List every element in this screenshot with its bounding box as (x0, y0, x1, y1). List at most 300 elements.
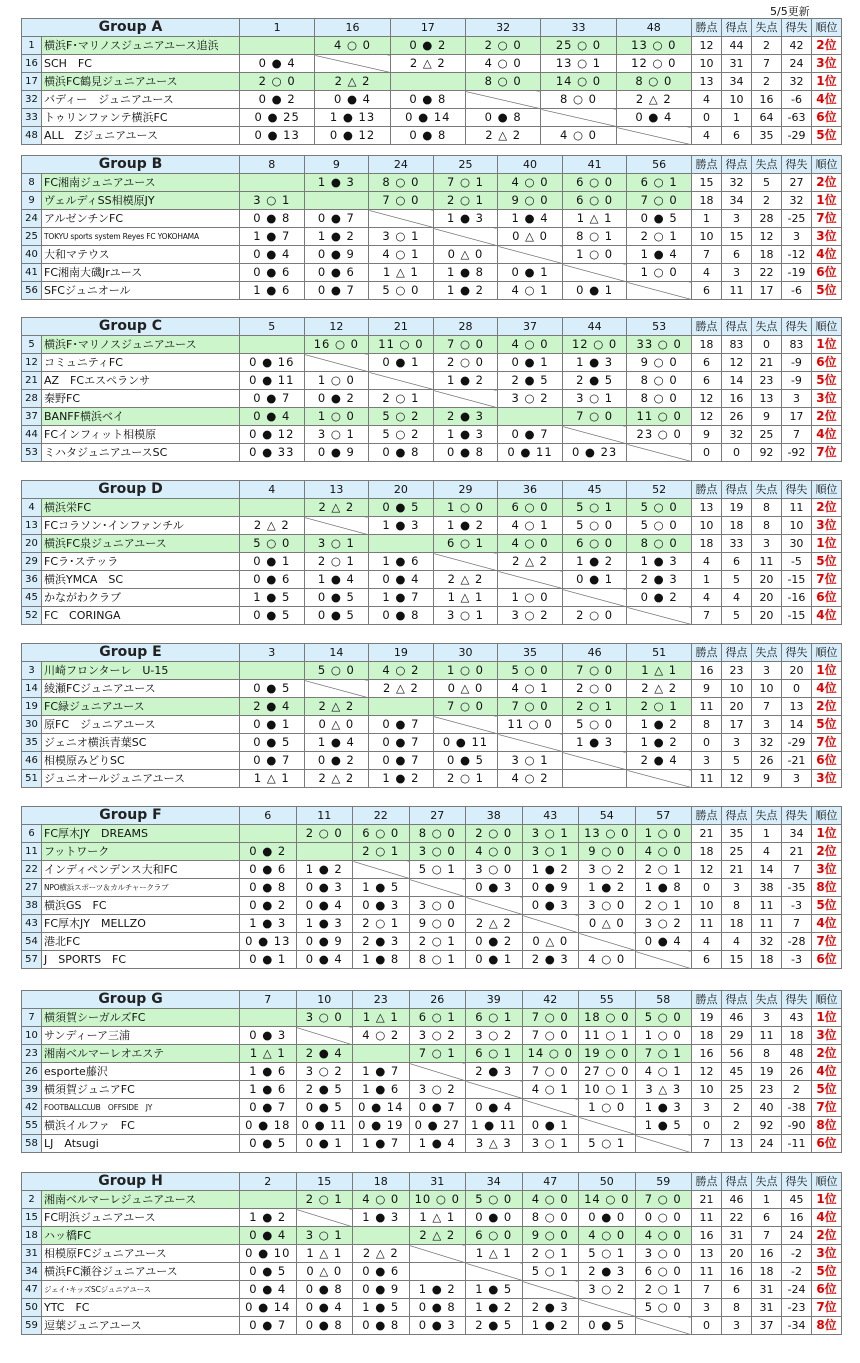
match-result: 2 ○ 1 (627, 698, 692, 716)
team-name: 川崎フロンターレ U-15 (42, 662, 240, 680)
column-header: 勝点 (692, 991, 722, 1009)
match-result: 0 ● 5 (304, 607, 369, 625)
goals-for: 5 (721, 752, 751, 770)
column-header: 得失 (781, 318, 811, 336)
goal-diff: 2 (782, 1081, 812, 1099)
self-match-cell (635, 951, 692, 969)
match-result: 3 ○ 1 (369, 228, 434, 246)
match-result: 0 ● 1 (240, 716, 305, 734)
team-number: 2 (22, 1191, 42, 1209)
rank: 2位 (812, 1227, 842, 1245)
match-result: 3 ○ 0 (409, 843, 466, 861)
match-result: 0 ● 4 (635, 933, 692, 951)
goals-against: 92 (752, 1117, 782, 1135)
goal-diff: -63 (781, 109, 811, 127)
points: 0 (691, 444, 721, 462)
match-result: 7 ○ 0 (522, 1063, 579, 1081)
match-result: 2 △ 2 (240, 517, 305, 535)
points: 3 (692, 1099, 722, 1117)
group-title: Group B (22, 156, 240, 174)
match-result: 5 ○ 0 (498, 662, 563, 680)
team-row (22, 246, 842, 264)
goals-against: 3 (751, 716, 781, 734)
goal-diff: -92 (781, 444, 811, 462)
match-result: 4 ○ 0 (522, 1191, 579, 1209)
match-result: 0 ● 7 (304, 282, 369, 300)
match-result: 4 ○ 1 (498, 680, 563, 698)
match-result: 0 ● 7 (240, 752, 305, 770)
goals-for: 18 (722, 915, 752, 933)
match-result: 23 ○ 0 (627, 426, 692, 444)
rank: 3位 (811, 770, 841, 788)
match-result: 1 ○ 0 (304, 372, 369, 390)
match-result: 0 ● 1 (240, 553, 305, 571)
points: 4 (691, 553, 721, 571)
match-result: 0 ● 5 (240, 607, 305, 625)
match-result: 5 ○ 1 (562, 499, 627, 517)
match-result: 0 ● 5 (296, 1099, 353, 1117)
column-header: 失点 (751, 19, 781, 37)
column-team-number: 46 (562, 644, 627, 662)
points: 10 (692, 897, 722, 915)
match-result: 8 ○ 0 (369, 174, 434, 192)
match-result: 3 ○ 1 (522, 825, 579, 843)
goals-for: 21 (722, 861, 752, 879)
team-name: FCコラソン･インファンチル (42, 517, 240, 535)
team-row (22, 825, 842, 843)
team-name: J SPORTS FC (42, 951, 240, 969)
team-number: 19 (22, 698, 42, 716)
match-result: 0 ● 1 (562, 571, 627, 589)
team-number: 34 (22, 1263, 42, 1281)
goal-diff: 3 (781, 390, 811, 408)
match-result: 1 ● 2 (433, 282, 498, 300)
goals-for: 35 (722, 825, 752, 843)
goals-for: 6 (721, 127, 751, 145)
goals-against: 9 (751, 408, 781, 426)
points: 8 (691, 716, 721, 734)
points: 0 (691, 734, 721, 752)
team-row (22, 680, 842, 698)
team-name: 綾瀬FCジュニアユース (42, 680, 240, 698)
goals-for: 31 (721, 55, 751, 73)
goals-for: 6 (722, 1281, 752, 1299)
rank: 3位 (811, 517, 841, 535)
goals-for: 16 (721, 390, 751, 408)
self-match-cell (409, 1063, 466, 1081)
match-result: 0 ● 6 (353, 1263, 410, 1281)
points: 16 (692, 1227, 722, 1245)
goals-against: 64 (751, 109, 781, 127)
match-result: 0 ● 9 (304, 444, 369, 462)
match-result: 3 ○ 1 (522, 843, 579, 861)
column-header: 順位 (811, 19, 841, 37)
self-match-cell (627, 607, 692, 625)
rank: 3位 (811, 390, 841, 408)
match-result: 2 ○ 0 (466, 825, 523, 843)
team-number: 24 (22, 210, 42, 228)
match-result: 0 ● 14 (353, 1099, 410, 1117)
goals-for: 15 (721, 228, 751, 246)
team-number: 21 (22, 372, 42, 390)
team-number: 3 (22, 662, 42, 680)
rank: 5位 (811, 716, 841, 734)
match-result: 4 ○ 0 (498, 535, 563, 553)
points: 4 (692, 933, 722, 951)
team-number: 54 (22, 933, 42, 951)
match-result: 0 △ 0 (433, 680, 498, 698)
match-result: 4 ○ 0 (353, 1191, 410, 1209)
match-result: 7 ○ 1 (433, 174, 498, 192)
column-team-number: 52 (627, 481, 692, 499)
column-team-number: 4 (240, 481, 305, 499)
match-result: 13 ○ 1 (541, 55, 616, 73)
match-result: 1 ● 3 (240, 915, 297, 933)
match-result: 10 ○ 0 (409, 1191, 466, 1209)
group-header-row (22, 807, 842, 825)
goal-diff: -9 (781, 354, 811, 372)
column-header: 得失 (782, 807, 812, 825)
match-result: 1 ● 2 (627, 716, 692, 734)
rank: 3位 (812, 861, 842, 879)
match-result: 5 ○ 0 (627, 517, 692, 535)
team-number: 5 (22, 336, 42, 354)
match-result: 12 ○ 0 (562, 336, 627, 354)
goals-against: 14 (752, 861, 782, 879)
points: 3 (691, 752, 721, 770)
self-match-cell (579, 1299, 636, 1317)
team-row (22, 1299, 842, 1317)
match-result: 33 ○ 0 (627, 336, 692, 354)
team-name: YTC FC (42, 1299, 240, 1317)
match-result: 1 ● 2 (369, 770, 434, 788)
points: 16 (691, 662, 721, 680)
match-result: 0 ● 5 (369, 499, 434, 517)
match-result: 1 ● 2 (433, 372, 498, 390)
rank: 5位 (811, 372, 841, 390)
match-result: 5 ○ 0 (627, 499, 692, 517)
column-header: 得失 (782, 1173, 812, 1191)
self-match-cell (369, 535, 434, 553)
column-team-number: 44 (562, 318, 627, 336)
match-result: 0 ● 2 (240, 91, 315, 109)
match-result: 1 ● 2 (296, 861, 353, 879)
match-result: 0 ● 7 (498, 426, 563, 444)
goals-against: 2 (751, 37, 781, 55)
points: 0 (692, 1317, 722, 1335)
team-number: 38 (22, 897, 42, 915)
team-number: 42 (22, 1099, 42, 1117)
self-match-cell (433, 228, 498, 246)
match-result: 1 ● 5 (240, 589, 305, 607)
goals-against: 40 (752, 1099, 782, 1117)
column-header: 順位 (812, 807, 842, 825)
points: 11 (692, 915, 722, 933)
goal-diff: -29 (781, 734, 811, 752)
match-result: 27 ○ 0 (579, 1063, 636, 1081)
column-team-number: 6 (240, 807, 297, 825)
match-result: 7 ○ 0 (627, 192, 692, 210)
team-name: 横浜イルファ FC (42, 1117, 240, 1135)
match-result: 2 ● 4 (627, 752, 692, 770)
match-result: 0 ● 1 (522, 1117, 579, 1135)
goal-diff: 3 (781, 228, 811, 246)
team-row (22, 662, 842, 680)
goals-against: 10 (751, 680, 781, 698)
goals-for: 12 (721, 770, 751, 788)
team-name: 横浜FC瀬谷ジュニアユース (42, 1263, 240, 1281)
goals-against: 38 (752, 879, 782, 897)
match-result: 0 ● 16 (240, 354, 305, 372)
column-team-number: 51 (627, 644, 692, 662)
goals-against: 37 (752, 1317, 782, 1335)
column-team-number: 59 (635, 1173, 692, 1191)
match-result: 2 △ 2 (465, 127, 540, 145)
match-result: 0 ● 3 (296, 879, 353, 897)
match-result: 3 ○ 0 (466, 861, 523, 879)
column-team-number: 19 (369, 644, 434, 662)
column-team-number: 41 (562, 156, 627, 174)
team-row (22, 37, 842, 55)
team-number: 23 (22, 1045, 42, 1063)
column-team-number: 42 (522, 991, 579, 1009)
goal-diff: -38 (782, 1099, 812, 1117)
self-match-cell (240, 37, 315, 55)
rank: 4位 (811, 607, 841, 625)
team-name: 逗葉ジュニアユース (42, 1317, 240, 1335)
match-result: 2 ○ 0 (240, 73, 315, 91)
points: 0 (691, 109, 721, 127)
goals-against: 0 (751, 336, 781, 354)
team-name: ジュニオールジュニアユース (42, 770, 240, 788)
goals-for: 46 (722, 1009, 752, 1027)
match-result: 1 △ 1 (240, 770, 305, 788)
match-result: 0 ● 1 (369, 354, 434, 372)
match-result: 7 ○ 0 (635, 1191, 692, 1209)
match-result: 0 ● 4 (616, 109, 691, 127)
match-result: 1 ● 8 (353, 951, 410, 969)
match-result: 0 ● 11 (433, 734, 498, 752)
match-result: 0 ● 7 (240, 1317, 297, 1335)
match-result: 0 ● 1 (240, 951, 297, 969)
match-result: 0 △ 0 (304, 716, 369, 734)
match-result: 2 △ 2 (498, 553, 563, 571)
column-team-number: 18 (353, 1173, 410, 1191)
column-team-number: 56 (627, 156, 692, 174)
goals-for: 19 (721, 499, 751, 517)
team-number: 44 (22, 426, 42, 444)
match-result: 1 ○ 0 (627, 264, 692, 282)
column-header: 勝点 (692, 1173, 722, 1191)
self-match-cell (433, 390, 498, 408)
match-result: 0 ● 6 (240, 861, 297, 879)
team-name: 横浜YMCA SC (42, 571, 240, 589)
match-result: 2 ○ 1 (409, 933, 466, 951)
match-result: 0 ● 8 (390, 127, 465, 145)
points: 18 (691, 192, 721, 210)
match-result: 5 ○ 0 (635, 1299, 692, 1317)
team-row (22, 1191, 842, 1209)
goals-for: 14 (721, 372, 751, 390)
goals-for: 17 (721, 716, 751, 734)
goal-diff: -3 (782, 897, 812, 915)
group-table (21, 643, 842, 788)
match-result: 2 ○ 0 (296, 825, 353, 843)
goals-for: 3 (721, 734, 751, 752)
goal-diff: -9 (781, 372, 811, 390)
self-match-cell (240, 825, 297, 843)
match-result: 1 ● 2 (304, 228, 369, 246)
rank: 1位 (812, 1009, 842, 1027)
team-number: 26 (22, 1063, 42, 1081)
team-name: ハッ橋FC (42, 1227, 240, 1245)
goals-for: 45 (722, 1063, 752, 1081)
match-result: 4 ○ 0 (635, 843, 692, 861)
team-number: 10 (22, 1027, 42, 1045)
column-header: 得点 (721, 318, 751, 336)
rank: 6位 (811, 589, 841, 607)
team-name: 横浜GS FC (42, 897, 240, 915)
goal-diff: -6 (781, 282, 811, 300)
match-result: 4 ○ 2 (369, 662, 434, 680)
rank: 5位 (811, 127, 841, 145)
column-header: 勝点 (691, 318, 721, 336)
match-result: 2 ○ 1 (522, 1245, 579, 1263)
match-result: 1 △ 1 (353, 1009, 410, 1027)
points: 7 (691, 246, 721, 264)
team-name: AZ FCエスペランサ (42, 372, 240, 390)
team-row (22, 607, 842, 625)
match-result: 7 ○ 0 (562, 662, 627, 680)
match-result: 1 ● 4 (627, 246, 692, 264)
goal-diff: -2 (782, 1245, 812, 1263)
match-result: 25 ○ 0 (541, 37, 616, 55)
match-result: 1 ● 6 (240, 282, 305, 300)
match-result: 3 ○ 2 (409, 1027, 466, 1045)
goals-for: 3 (721, 210, 751, 228)
team-name: バディー ジュニアユース (42, 91, 240, 109)
points: 9 (691, 680, 721, 698)
column-header: 失点 (751, 318, 781, 336)
group-table (21, 1172, 842, 1335)
self-match-cell (353, 861, 410, 879)
match-result: 0 △ 0 (579, 915, 636, 933)
column-team-number: 38 (466, 807, 523, 825)
column-header: 順位 (811, 644, 841, 662)
match-result: 7 ○ 0 (522, 1027, 579, 1045)
team-number: 25 (22, 228, 42, 246)
goal-diff: -21 (781, 752, 811, 770)
self-match-cell (433, 553, 498, 571)
match-result: 0 ● 9 (304, 246, 369, 264)
goals-against: 11 (751, 553, 781, 571)
match-result: 2 ○ 1 (369, 390, 434, 408)
match-result: 1 ● 2 (409, 1281, 466, 1299)
team-name: 横浜栄FC (42, 499, 240, 517)
goals-for: 11 (721, 282, 751, 300)
goal-diff: 32 (781, 192, 811, 210)
match-result: 1 ● 7 (240, 228, 305, 246)
goals-for: 3 (721, 264, 751, 282)
team-number: 32 (22, 91, 42, 109)
match-result: 1 ● 2 (522, 1317, 579, 1335)
rank: 7位 (811, 210, 841, 228)
team-row (22, 517, 842, 535)
column-team-number: 26 (409, 991, 466, 1009)
goal-diff: -15 (781, 571, 811, 589)
goals-for: 6 (721, 246, 751, 264)
team-number: 58 (22, 1135, 42, 1153)
team-name: 湘南ベルマーレオエステ (42, 1045, 240, 1063)
match-result: 1 ● 6 (353, 1081, 410, 1099)
self-match-cell (466, 897, 523, 915)
goal-diff: 34 (782, 825, 812, 843)
rank: 2位 (812, 843, 842, 861)
team-row (22, 354, 842, 372)
match-result: 0 ● 2 (240, 843, 297, 861)
goals-against: 3 (752, 1009, 782, 1027)
group-header-row (22, 318, 842, 336)
team-name: インディペンデンス大和FC (42, 861, 240, 879)
group-header-row (22, 1173, 842, 1191)
match-result: 3 ○ 1 (240, 192, 305, 210)
match-result: 8 ○ 0 (522, 1209, 579, 1227)
match-result: 5 ○ 0 (466, 1191, 523, 1209)
match-result: 3 ○ 2 (296, 1063, 353, 1081)
match-result: 3 ○ 2 (466, 1027, 523, 1045)
goal-diff: 43 (782, 1009, 812, 1027)
match-result: 0 ● 4 (296, 1299, 353, 1317)
match-result: 0 ● 13 (240, 127, 315, 145)
goal-diff: 17 (781, 408, 811, 426)
match-result: 4 ○ 0 (635, 1227, 692, 1245)
goals-against: 2 (751, 192, 781, 210)
match-result: 9 ○ 0 (579, 843, 636, 861)
points: 11 (691, 770, 721, 788)
column-header: 得失 (781, 644, 811, 662)
column-header: 勝点 (692, 807, 722, 825)
match-result: 1 ● 13 (315, 109, 390, 127)
goals-against: 11 (752, 897, 782, 915)
column-header: 順位 (812, 991, 842, 1009)
match-result: 1 △ 1 (466, 1245, 523, 1263)
team-row (22, 698, 842, 716)
rank: 5位 (811, 282, 841, 300)
match-result: 2 △ 2 (369, 680, 434, 698)
match-result: 1 ● 3 (353, 1209, 410, 1227)
match-result: 0 ● 6 (240, 264, 305, 282)
team-row (22, 210, 842, 228)
column-header: 得点 (722, 1173, 752, 1191)
match-result: 1 ● 7 (353, 1135, 410, 1153)
goals-for: 16 (722, 1263, 752, 1281)
goals-against: 22 (751, 264, 781, 282)
match-result: 0 ● 1 (498, 354, 563, 372)
match-result: 1 ○ 0 (433, 499, 498, 517)
column-team-number: 35 (498, 644, 563, 662)
match-result: 1 ● 3 (369, 517, 434, 535)
team-name: アルゼンチンFC (42, 210, 240, 228)
column-team-number: 17 (390, 19, 465, 37)
goal-diff: -25 (781, 210, 811, 228)
match-result: 6 ○ 0 (562, 174, 627, 192)
goal-diff: 83 (781, 336, 811, 354)
match-result: 1 ● 7 (369, 589, 434, 607)
match-result: 1 ● 2 (627, 734, 692, 752)
match-result: 7 ○ 0 (433, 698, 498, 716)
column-header: 得点 (721, 156, 751, 174)
rank: 1位 (811, 192, 841, 210)
